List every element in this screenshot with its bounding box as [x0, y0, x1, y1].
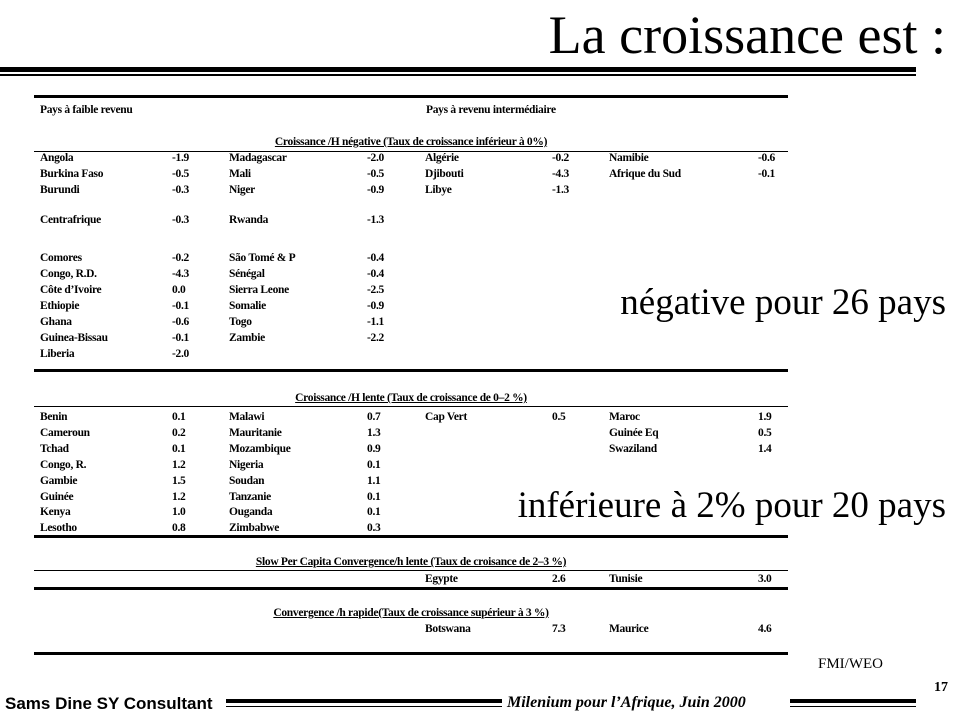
- country-name: Liberia: [40, 348, 75, 360]
- section-rapid-title: Convergence /h rapide(Taux de croissance supérieur à 3 %): [273, 607, 549, 619]
- table-top-rule: [34, 95, 788, 98]
- growth-value: 4.6: [758, 623, 772, 635]
- country-name: Libye: [425, 184, 452, 196]
- footer-rule-thick-left: [226, 699, 502, 703]
- country-name: Comores: [40, 252, 82, 264]
- growth-value: -0.3: [172, 184, 190, 196]
- growth-value: -0.1: [172, 300, 190, 312]
- footer-event: Milenium pour l’Afrique, Juin 2000: [507, 694, 746, 711]
- growth-value: -1.3: [552, 184, 570, 196]
- country-name: Swaziland: [609, 443, 657, 455]
- growth-value: -0.9: [367, 300, 385, 312]
- country-name: Cap Vert: [425, 411, 468, 423]
- country-name: Benin: [40, 411, 68, 423]
- country-name: Lesotho: [40, 522, 77, 534]
- growth-value: 1.1: [367, 475, 381, 487]
- country-name: Cameroun: [40, 427, 90, 439]
- country-name: Rwanda: [229, 214, 269, 226]
- country-name: Sénégal: [229, 268, 265, 280]
- growth-value: -0.9: [367, 184, 385, 196]
- slide-title: La croissance est :: [548, 5, 946, 65]
- growth-value: 0.5: [758, 427, 772, 439]
- growth-value: 1.2: [172, 491, 186, 503]
- country-name: Somalie: [229, 300, 266, 312]
- growth-value: -2.2: [367, 332, 385, 344]
- country-name: Zambie: [229, 332, 265, 344]
- section-slow-title: Croissance /H lente (Taux de croissance de 0–2 %): [295, 392, 527, 404]
- growth-value: -0.4: [367, 252, 385, 264]
- growth-value: 0.1: [367, 506, 381, 518]
- table-bottom-rule: [34, 652, 788, 655]
- country-name: Congo, R.D.: [40, 268, 97, 280]
- country-name: Ghana: [40, 316, 72, 328]
- country-name: Ethiopie: [40, 300, 80, 312]
- growth-value: -0.6: [172, 316, 190, 328]
- country-name: Tunisie: [609, 573, 643, 585]
- title-rule-thin: [0, 74, 916, 76]
- country-name: Guinée Eq: [609, 427, 659, 439]
- country-name: Tanzanie: [229, 491, 271, 503]
- country-name: Sierra Leone: [229, 284, 289, 296]
- header-low-income: Pays à faible revenu: [40, 104, 133, 116]
- country-name: Algérie: [425, 152, 459, 164]
- growth-value: -1.9: [172, 152, 190, 164]
- growth-value: 7.3: [552, 623, 566, 635]
- section-negative-title: Croissance /H négative (Taux de croissance inférieur à 0%): [274, 136, 548, 148]
- country-name: Guinea-Bissau: [40, 332, 108, 344]
- growth-value: 0.1: [367, 459, 381, 471]
- header-middle-income: Pays à revenu intermédiaire: [426, 104, 556, 116]
- footer-rule-thin-right: [790, 706, 916, 707]
- country-name: Niger: [229, 184, 255, 196]
- callout-slow: inférieure à 2% pour 20 pays: [517, 485, 946, 526]
- growth-value: 1.4: [758, 443, 772, 455]
- country-name: Egypte: [425, 573, 458, 585]
- growth-value: -1.1: [367, 316, 385, 328]
- growth-value: 1.0: [172, 506, 186, 518]
- growth-value: 1.2: [172, 459, 186, 471]
- country-name: Congo, R.: [40, 459, 87, 471]
- section-slow-convergence-title: Slow Per Capita Convergence/h lente (Taux de croisance de 2–3 %): [255, 556, 567, 568]
- country-name: Kenya: [40, 506, 71, 518]
- country-name: Burundi: [40, 184, 80, 196]
- growth-value: -0.1: [758, 168, 776, 180]
- country-name: Maurice: [609, 623, 649, 635]
- callout-negative: négative pour 26 pays: [620, 282, 946, 323]
- growth-value: 0.9: [367, 443, 381, 455]
- growth-value: 0.2: [172, 427, 186, 439]
- growth-value: -0.2: [172, 252, 190, 264]
- country-name: Mauritanie: [229, 427, 282, 439]
- growth-value: 0.3: [367, 522, 381, 534]
- country-name: Guinée: [40, 491, 74, 503]
- country-name: Namibie: [609, 152, 649, 164]
- growth-value: 1.9: [758, 411, 772, 423]
- growth-value: -2.0: [367, 152, 385, 164]
- growth-value: -0.4: [367, 268, 385, 280]
- growth-value: -4.3: [172, 268, 190, 280]
- growth-value: -0.2: [552, 152, 570, 164]
- country-name: Nigeria: [229, 459, 264, 471]
- country-name: Angola: [40, 152, 74, 164]
- growth-table: [34, 95, 788, 655]
- country-name: Afrique du Sud: [609, 168, 681, 180]
- country-name: Gambie: [40, 475, 78, 487]
- country-name: Malawi: [229, 411, 265, 423]
- growth-value: -0.3: [172, 214, 190, 226]
- growth-value: -1.3: [367, 214, 385, 226]
- source-label: FMI/WEO: [818, 656, 883, 672]
- footer-author: Sams Dine SY Consultant: [5, 694, 213, 713]
- title-rule-thick: [0, 67, 916, 72]
- growth-value: 1.3: [367, 427, 381, 439]
- country-name: Tchad: [40, 443, 69, 455]
- growth-value: -0.5: [367, 168, 385, 180]
- negative-section-rule: [34, 151, 788, 152]
- growth-value: -2.0: [172, 348, 190, 360]
- growth-value: 0.1: [172, 411, 186, 423]
- growth-value: 0.1: [172, 443, 186, 455]
- rapid-section-top-rule: [34, 587, 788, 590]
- page-number: 17: [934, 680, 948, 695]
- country-name: Botswana: [425, 623, 471, 635]
- country-name: Togo: [229, 316, 252, 328]
- growth-value: 0.5: [552, 411, 566, 423]
- slow-convergence-top-rule: [34, 535, 788, 538]
- country-name: Zimbabwe: [229, 522, 279, 534]
- growth-value: 2.6: [552, 573, 566, 585]
- growth-value: 3.0: [758, 573, 772, 585]
- growth-value: -0.5: [172, 168, 190, 180]
- country-name: São Tomé & P: [229, 252, 296, 264]
- slow-section-top-rule: [34, 369, 788, 372]
- growth-value: 0.8: [172, 522, 186, 534]
- growth-value: -0.1: [172, 332, 190, 344]
- growth-value: -0.6: [758, 152, 776, 164]
- slow-section-rule: [34, 406, 788, 407]
- growth-value: 0.0: [172, 284, 186, 296]
- growth-value: -4.3: [552, 168, 570, 180]
- growth-value: 0.1: [367, 491, 381, 503]
- country-name: Mali: [229, 168, 251, 180]
- country-name: Maroc: [609, 411, 640, 423]
- growth-value: -2.5: [367, 284, 385, 296]
- footer-rule-thin-left: [226, 706, 502, 707]
- country-name: Mozambique: [229, 443, 291, 455]
- country-name: Côte d’Ivoire: [40, 284, 102, 296]
- country-name: Djibouti: [425, 168, 464, 180]
- growth-value: 1.5: [172, 475, 186, 487]
- country-name: Soudan: [229, 475, 265, 487]
- footer-rule-thick-right: [790, 699, 916, 703]
- slow-convergence-rule: [34, 570, 788, 571]
- growth-value: 0.7: [367, 411, 381, 423]
- country-name: Centrafrique: [40, 214, 101, 226]
- country-name: Madagascar: [229, 152, 287, 164]
- country-name: Ouganda: [229, 506, 273, 518]
- country-name: Burkina Faso: [40, 168, 104, 180]
